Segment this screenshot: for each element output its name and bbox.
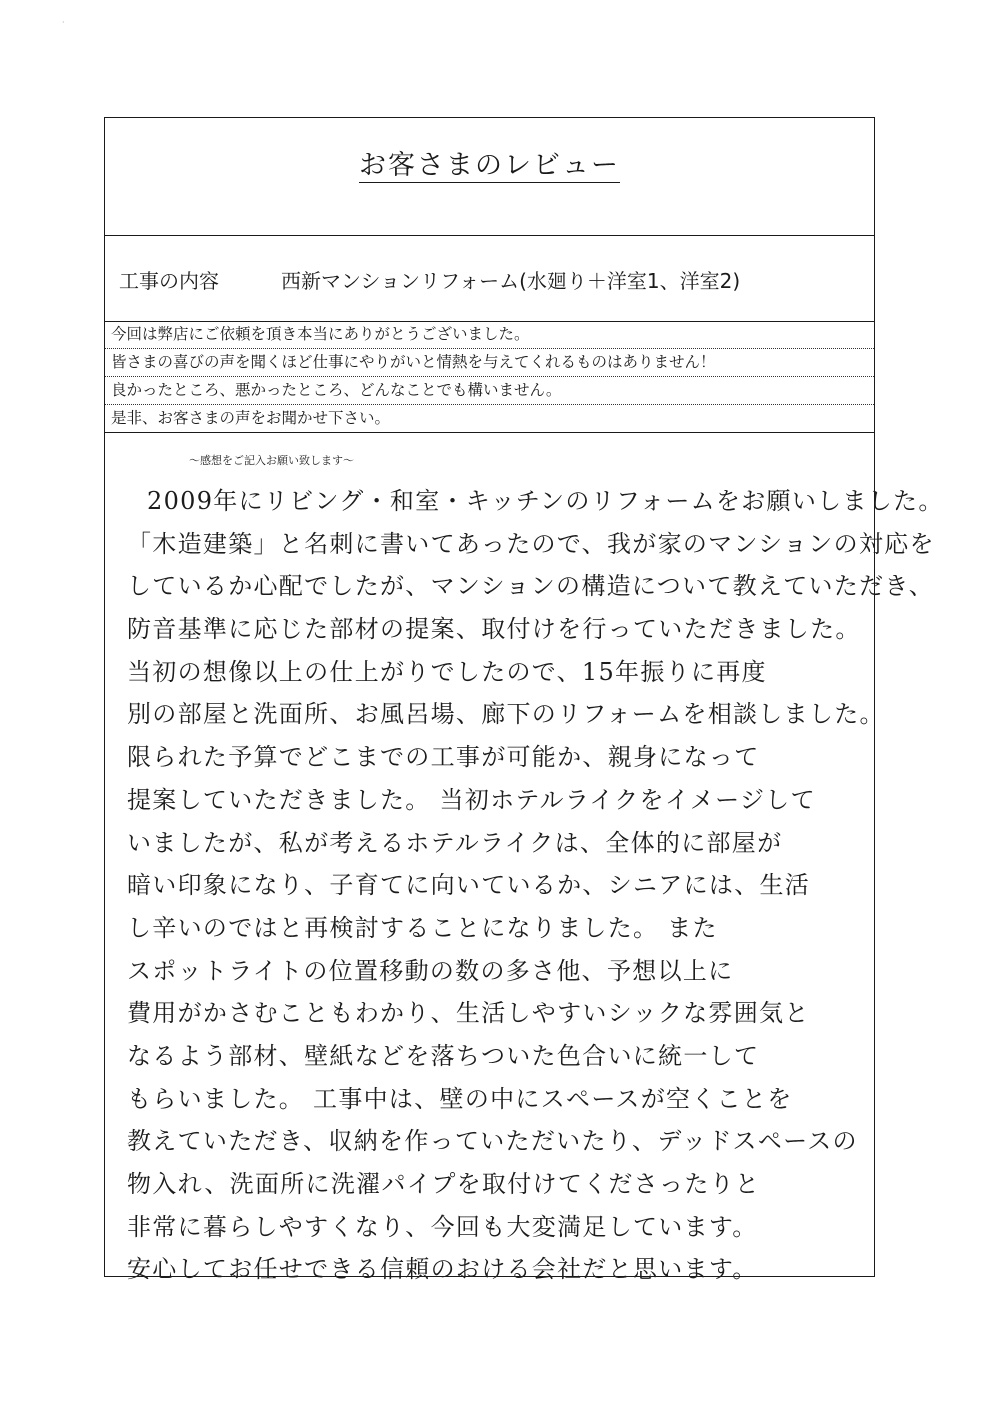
page-title: お客さまのレビュー <box>359 150 620 181</box>
review-line: スポットライトの位置移動の数の多さ他、予想以上に <box>127 956 734 985</box>
message-line-3: 良かったところ、悪かったところ、どんなことでも構いません。 <box>105 377 874 405</box>
review-line: 安心してお任せできる信頼のおける会社だと思います。 <box>127 1255 758 1284</box>
review-line: 非常に暮らしやすくなり、今回も大変満足しています。 <box>127 1212 758 1241</box>
scan-speck: · <box>62 18 65 27</box>
review-line: しているか心配でしたが、マンションの構造について教えていただき、 <box>127 572 935 601</box>
review-form <box>104 117 944 1284</box>
work-content-label: 工事の内容 <box>119 269 219 293</box>
review-line: なるよう部材、壁紙などを落ちついた色合いに統一して <box>127 1041 760 1070</box>
title-section <box>105 118 874 236</box>
review-line: 防音基準に応じた部材の提案、取付けを行っていただきました。 <box>127 615 861 644</box>
review-line: もらいました。 工事中は、壁の中にスペースが空くことを <box>127 1084 793 1113</box>
review-line: 限られた予算でどこまでの工事が可能か、親身になって <box>127 743 760 772</box>
review-line: 暗い印象になり、子育てに向いているか、シニアには、生活 <box>127 871 811 900</box>
review-line: 2009年にリビング・和室・キッチンのリフォームをお願いしました。 <box>147 487 944 515</box>
review-line: 費用がかさむこともわかり、生活しやすいシックな雰囲気と <box>127 999 810 1028</box>
comment-prompt: ～感想をご記入お願い致します～ <box>189 454 354 467</box>
work-content-value: 西新マンションリフォーム(水廻り＋洋室1、洋室2) <box>281 269 741 293</box>
review-line: いましたが、私が考えるホテルライクは、全体的に部屋が <box>127 828 783 857</box>
review-line: 別の部屋と洗面所、お風呂場、廊下のリフォームを相談しました。 <box>127 700 885 729</box>
review-line: 提案していただきました。 当初ホテルライクをイメージして <box>127 785 816 814</box>
work-content-row <box>105 235 874 322</box>
message-line-1: 今回は弊店にご依頼を頂き本当にありがとうございました。 <box>105 321 874 349</box>
review-line: し辛いのではと再検討することになりました。 また <box>127 913 718 942</box>
message-line-2: 皆さまの喜びの声を聞くほど仕事にやりがいと情熱を与えてくれるものはありません！ <box>105 349 874 377</box>
message-line-4: 是非、お客さまの声をお聞かせ下さい。 <box>105 405 874 433</box>
review-line: 当初の想像以上の仕上がりでしたので、15年振りに再度 <box>127 657 767 686</box>
review-line: 物入れ、洗面所に洗濯パイプを取付けてくださったりと <box>127 1170 761 1198</box>
review-line: 教えていただき、収納を作っていただいたり、デッドスペースの <box>127 1127 858 1156</box>
review-line: 「木造建築」と名刺に書いてあったので、我が家のマンションの対応を <box>127 529 935 558</box>
handwritten-review <box>127 480 944 1291</box>
